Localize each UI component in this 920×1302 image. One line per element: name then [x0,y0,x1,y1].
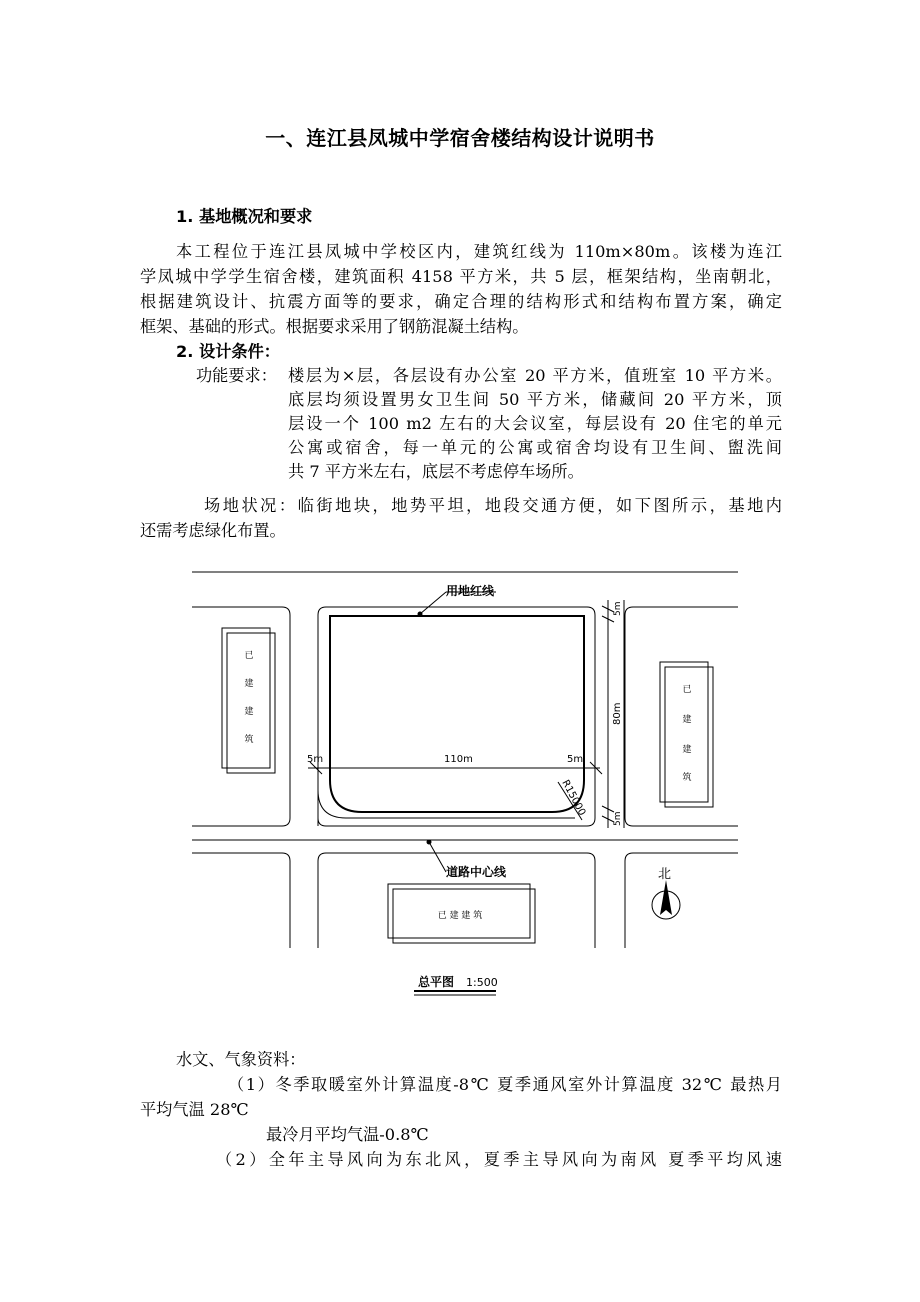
existing-left-char-4: 筑 [244,735,254,745]
section-1-line-4: 框架、基础的形式。根据要求采用了钢筋混凝土结构。 [140,317,529,336]
dim-left: 5m [307,754,324,765]
function-line-4: 公寓或宿舍，每一单元的公寓或宿舍均设有卫生间、盥洗间 [288,438,782,457]
climate-line-1: （1）冬季取暖室外计算温度-8℃ 夏季通风室外计算温度 32℃ 最热月 [228,1075,782,1094]
radius-label: R15000 [559,778,588,818]
dim-right: 5m [567,754,584,765]
existing-right-char-4: 筑 [682,773,692,783]
existing-left-char-3: 建 [244,707,254,717]
existing-left-char-2: 建 [244,679,254,689]
climate-line-2: 平均气温 28℃ [140,1100,249,1119]
climate-line-3: 最冷月平均气温-0.8℃ [266,1125,429,1144]
function-line-3: 层设一个 100 m2 左右的大会议室，每层设有 20 住宅的单元 [288,414,782,433]
dim-top: 5m [613,601,623,616]
north-label: 北 [658,867,672,882]
document-title: 一、连江县凤城中学宿舍楼结构设计说明书 [265,126,655,150]
section-2-heading: 2. 设计条件： [176,342,280,361]
plan-caption: 总平图 [418,975,455,989]
north-arrow-icon [652,880,680,919]
section-1-line-2: 学凤城中学学生宿舍楼，建筑面积 4158 平方米，共 5 层，框架结构，坐南朝北， [140,267,782,286]
section-1-line-1: 本工程位于连江县凤城中学校区内，建筑红线为 110m×80m。该楼为连江 [176,242,782,261]
existing-bottom-label: 已 建 建 筑 [437,911,483,921]
section-3-heading: 水文、气象资料： [176,1050,306,1069]
site-line-1: 场地状况：临街地块，地势平坦，地段交通方便，如下图所示，基地内 [204,496,782,515]
function-line-2: 底层均须设置男女卫生间 50 平方米，储藏间 20 平方米，顶 [288,390,782,409]
dim-height: 80m [612,702,623,725]
existing-right-char-1: 已 [682,685,692,695]
section-1-line-3: 根据建筑设计、抗震方面等的要求，确定合理的结构形式和结构布置方案，确定 [140,292,782,311]
section-1-heading: 1. 基地概况和要求 [176,207,313,226]
existing-right-char-2: 建 [682,715,692,725]
plan-scale: 1:500 [466,976,498,989]
dim-width: 110m [444,754,473,765]
redline-label: 用地红线 [446,584,495,598]
function-label: 功能要求： [196,366,277,385]
dim-bottom: 5m [613,811,623,826]
existing-right-char-3: 建 [682,745,692,755]
function-line-5: 共 7 平方米左右，底层不考虑停车场所。 [288,462,584,481]
existing-left-char-1: 已 [244,651,254,661]
site-line-2: 还需考虑绿化布置。 [140,521,286,540]
function-line-1: 楼层为×层，各层设有办公室 20 平方米，值班室 10 平方米。 [288,366,782,385]
centerline-label: 道路中心线 [446,865,507,879]
climate-line-4: （2）全年主导风向为东北风，夏季主导风向为南风 夏季平均风速 [216,1150,782,1169]
